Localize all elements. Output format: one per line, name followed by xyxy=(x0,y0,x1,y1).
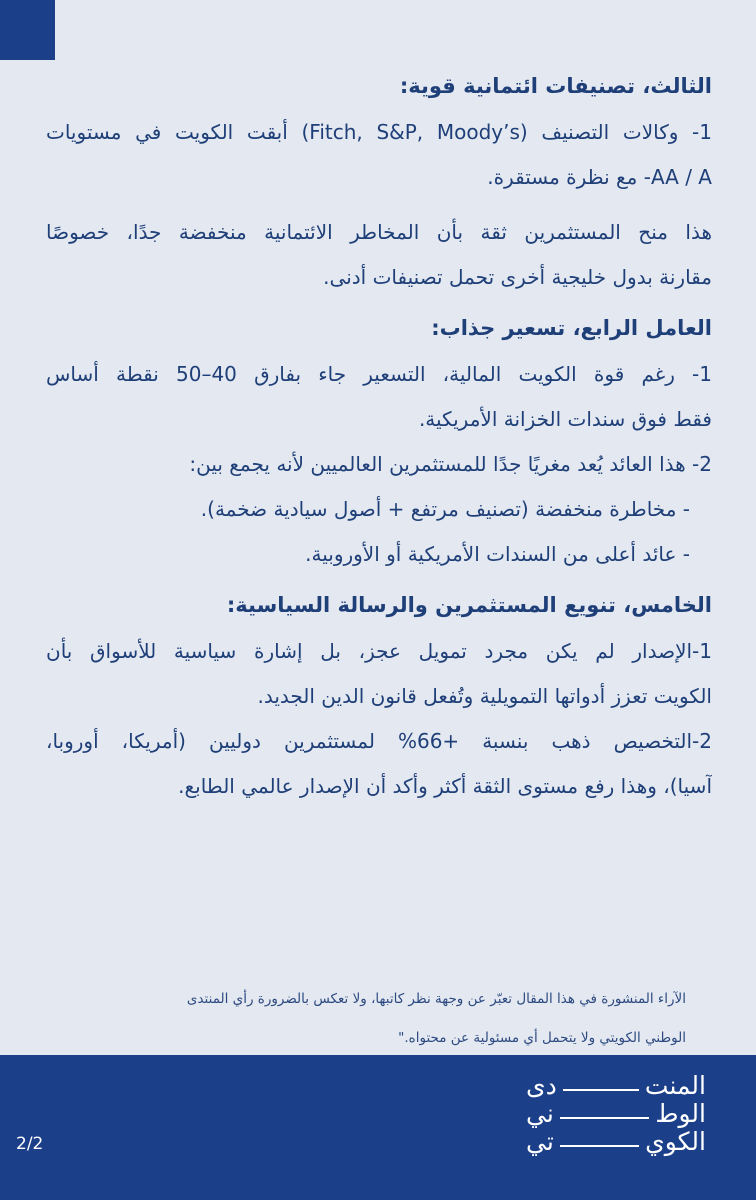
section5-p1-line1: 1-الإصدار لم يكن مجرد تمويل عجز، بل إشارة سياسية للأسواق بأن xyxy=(46,639,712,663)
section3-p2-line1: هذا منح المستثمرين ثقة بأن المخاطر الائتمانية منخفضة جدًا، خصوصًا xyxy=(46,220,712,244)
section3-p2-line2: مقارنة بدول خليجية أخرى تحمل تصنيفات أدنى. xyxy=(323,265,712,289)
logo-bar xyxy=(560,1117,650,1119)
section3-p1-line2: AA / A- مع نظرة مستقرة. xyxy=(487,165,712,189)
section4-p2-line1: 2- هذا العائد يُعد مغريًا جدًا للمستثمرين العالميين لأنه يجمع بين: xyxy=(189,452,712,476)
section4-bullet2: - عائد أعلى من السندات الأمريكية أو الأوروبية. xyxy=(305,542,690,566)
logo-bar xyxy=(560,1145,639,1147)
logo-word2-start: الوط xyxy=(655,1099,706,1128)
section5-heading: الخامس، تنويع المستثمرين والرسالة السياسية: xyxy=(226,593,712,617)
logo-word1-start: المنت xyxy=(644,1071,706,1100)
logo-word1-end: دى xyxy=(526,1071,557,1100)
section5-p2-line1: 2-التخصيص ذهب بنسبة +66% لمستثمرين دوليين (أمريكا، أوروبا، xyxy=(46,729,712,753)
article-body xyxy=(46,62,712,809)
logo-line-1 xyxy=(526,1072,706,1100)
logo-line-2 xyxy=(526,1100,706,1128)
corner-square-decoration xyxy=(0,0,55,60)
section5-p2-line2: آسيا)، وهذا رفع مستوى الثقة أكثر وأكد أن الإصدار عالمي الطابع. xyxy=(178,774,712,798)
section5-p1-line2: الكويت تعزز أدواتها التمويلية وتُفعل قانون الدين الجديد. xyxy=(257,684,712,708)
section4-bullet1: - مخاطرة منخفضة (تصنيف مرتفع + أصول سيادية ضخمة). xyxy=(200,497,690,521)
page-number: 2/2 xyxy=(16,1134,44,1154)
section4-p1-line1: 1- رغم قوة الكويت المالية، التسعير جاء بفارق 40–50 نقطة أساس xyxy=(46,362,712,386)
forum-logo xyxy=(526,1072,726,1162)
logo-word3-start: الكوي xyxy=(645,1127,706,1156)
section4-p1-line2: فقط فوق سندات الخزانة الأمريكية. xyxy=(418,407,712,431)
disclaimer xyxy=(72,980,686,1058)
section4-heading: العامل الرابع، تسعير جذاب: xyxy=(431,316,712,340)
logo-bar xyxy=(563,1089,639,1091)
disclaimer-line1: الآراء المنشورة في هذا المقال تعبّر عن وجهة نظر كاتبها، ولا تعكس بالضرورة رأي المنتدى xyxy=(186,991,686,1007)
logo-word3-end: تي xyxy=(526,1127,554,1156)
disclaimer-line2: الوطني الكويتي ولا يتحمل أي مسئولية عن محتواه." xyxy=(398,1030,686,1046)
logo-line-3 xyxy=(526,1128,706,1156)
logo-word2-end: ني xyxy=(526,1099,554,1128)
section3-heading: الثالث، تصنيفات ائتمانية قوية: xyxy=(399,74,712,98)
section3-p1-line1: 1- وكالات التصنيف (Fitch, S&P, Moody’s) أبقت الكويت في مستويات xyxy=(46,120,712,144)
